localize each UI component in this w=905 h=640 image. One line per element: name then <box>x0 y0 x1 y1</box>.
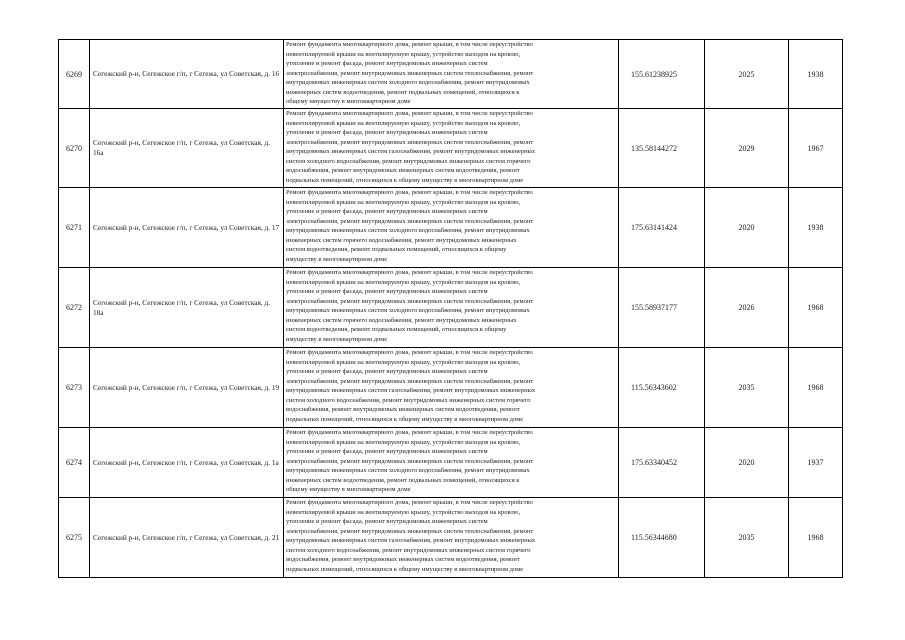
row-build-year: 1938 <box>789 188 843 268</box>
row-number: 6272 <box>59 268 90 348</box>
row-plan-year: 2020 <box>705 428 789 498</box>
table-row <box>59 109 843 188</box>
row-address: Сегежский р-н, Сегежское г/п, г Сегежа, ул Советская, д. 16 <box>90 40 284 109</box>
row-plan-year: 2020 <box>705 188 789 268</box>
row-number: 6270 <box>59 109 90 188</box>
row-works: Ремонт фундамента многоквартирного дома, ремонт крыши, в том числе переустройство невентилируемой крыши на вентилируемую крышу, устройство выходов на кровлю, утепление и ремонт фасада, ремонт внутридомовых инженерных систем электроснабжения, ремонт внутридомовых инженерных систем теплоснабжения, ремонт внутридомовых инженерных систем газоснабжения, ремонт внутридомовых инженерных систем холодного водоснабжения, ремонт внутридомовых инженерных систем горячего водоснабжения, ремонт внутридомовых инженерных систем водоотведения, ремонт подвальных помещений, относящихся к общему имуществу в многоквартирном доме <box>284 109 619 188</box>
row-cost: 175.63340452 <box>619 428 705 498</box>
row-works: Ремонт фундамента многоквартирного дома, ремонт крыши, в том числе переустройство невентилируемой крыши на вентилируемую крышу, устройство выходов на кровлю, утепление и ремонт фасада, ремонт внутридомовых инженерных систем электроснабжения, ремонт внутридомовых инженерных систем теплоснабжения, ремонт внутридомовых инженерных систем холодного водоснабжения, ремонт внутридомовых инженерных систем водоотведения, ремонт подвальных помещений, относящихся к общему имуществу в многоквартирном доме <box>284 428 619 498</box>
row-address: Сегежский р-н, Сегежское г/п, г Сегежа, ул Советская, д. 21 <box>90 498 284 578</box>
table-body <box>59 40 843 578</box>
table-row <box>59 498 843 578</box>
row-build-year: 1968 <box>789 498 843 578</box>
row-plan-year: 2029 <box>705 109 789 188</box>
row-address: Сегежский р-н, Сегежское г/п, г Сегежа, ул Советская, д. 16а <box>90 109 284 188</box>
row-build-year: 1938 <box>789 40 843 109</box>
row-works: Ремонт фундамента многоквартирного дома, ремонт крыши, в том числе переустройство невентилируемой крыши на вентилируемую крышу, устройство выходов на кровлю, утепление и ремонт фасада, ремонт внутридомовых инженерных систем электроснабжения, ремонт внутридомовых инженерных систем теплоснабжения, ремонт внутридомовых инженерных систем холодного водоснабжения, ремонт внутридомовых инженерных систем горячего водоснабжения, ремонт внутридомовых инженерных систем водоотведения, ремонт подвальных помещений, относящихся к общему имуществу в многоквартирном доме <box>284 188 619 268</box>
table-row <box>59 40 843 109</box>
table-row <box>59 348 843 428</box>
row-cost: 175.63141424 <box>619 188 705 268</box>
row-build-year: 1967 <box>789 109 843 188</box>
table-row <box>59 188 843 268</box>
row-number: 6273 <box>59 348 90 428</box>
row-number: 6271 <box>59 188 90 268</box>
row-address: Сегежский р-н, Сегежское г/п, г Сегежа, ул Советская, д. 1а <box>90 428 284 498</box>
row-number: 6274 <box>59 428 90 498</box>
row-works: Ремонт фундамента многоквартирного дома, ремонт крыши, в том числе переустройство невентилируемой крыши на вентилируемую крышу, устройство выходов на кровлю, утепление и ремонт фасада, ремонт внутридомовых инженерных систем электроснабжения, ремонт внутридомовых инженерных систем теплоснабжения, ремонт внутридомовых инженерных систем газоснабжения, ремонт внутридомовых инженерных систем холодного водоснабжения, ремонт внутридомовых инженерных систем горячего водоснабжения, ремонт внутридомовых инженерных систем водоотведения, ремонт подвальных помещений, относящихся к общему имуществу в многоквартирном доме <box>284 348 619 428</box>
capital-repair-table <box>58 39 843 578</box>
row-address: Сегежский р-н, Сегежское г/п, г Сегежа, ул Советская, д. 19 <box>90 348 284 428</box>
row-works: Ремонт фундамента многоквартирного дома, ремонт крыши, в том числе переустройство невентилируемой крыши на вентилируемую крышу, устройство выходов на кровлю, утепление и ремонт фасада, ремонт внутридомовых инженерных систем электроснабжения, ремонт внутридомовых инженерных систем теплоснабжения, ремонт внутридомовых инженерных систем холодного водоснабжения, ремонт внутридомовых инженерных систем водоотведения, ремонт подвальных помещений, относящихся к общему имуществу в многоквартирном доме <box>284 40 619 109</box>
row-cost: 135.58144272 <box>619 109 705 188</box>
row-address: Сегежский р-н, Сегежское г/п, г Сегежа, ул Советская, д. 18а <box>90 268 284 348</box>
row-plan-year: 2035 <box>705 348 789 428</box>
row-build-year: 1968 <box>789 348 843 428</box>
row-plan-year: 2026 <box>705 268 789 348</box>
row-cost: 115.56344680 <box>619 498 705 578</box>
row-build-year: 1968 <box>789 268 843 348</box>
row-build-year: 1937 <box>789 428 843 498</box>
row-number: 6269 <box>59 40 90 109</box>
table-row <box>59 428 843 498</box>
row-cost: 155.61238925 <box>619 40 705 109</box>
row-plan-year: 2035 <box>705 498 789 578</box>
row-cost: 115.56343602 <box>619 348 705 428</box>
row-plan-year: 2025 <box>705 40 789 109</box>
row-works: Ремонт фундамента многоквартирного дома, ремонт крыши, в том числе переустройство невентилируемой крыши на вентилируемую крышу, устройство выходов на кровлю, утепление и ремонт фасада, ремонт внутридомовых инженерных систем электроснабжения, ремонт внутридомовых инженерных систем теплоснабжения, ремонт внутридомовых инженерных систем газоснабжения, ремонт внутридомовых инженерных систем холодного водоснабжения, ремонт внутридомовых инженерных систем горячего водоснабжения, ремонт внутридомовых инженерных систем водоотведения, ремонт подвальных помещений, относящихся к общему имуществу в многоквартирном доме <box>284 498 619 578</box>
row-works: Ремонт фундамента многоквартирного дома, ремонт крыши, в том числе переустройство невентилируемой крыши на вентилируемую крышу, устройство выходов на кровлю, утепление и ремонт фасада, ремонт внутридомовых инженерных систем электроснабжения, ремонт внутридомовых инженерных систем теплоснабжения, ремонт внутридомовых инженерных систем холодного водоснабжения, ремонт внутридомовых инженерных систем горячего водоснабжения, ремонт внутридомовых инженерных систем водоотведения, ремонт подвальных помещений, относящихся к общему имуществу в многоквартирном доме <box>284 268 619 348</box>
table-row <box>59 268 843 348</box>
row-cost: 155.58937177 <box>619 268 705 348</box>
document-page <box>58 39 842 578</box>
row-number: 6275 <box>59 498 90 578</box>
row-address: Сегежский р-н, Сегежское г/п, г Сегежа, ул Советская, д. 17 <box>90 188 284 268</box>
